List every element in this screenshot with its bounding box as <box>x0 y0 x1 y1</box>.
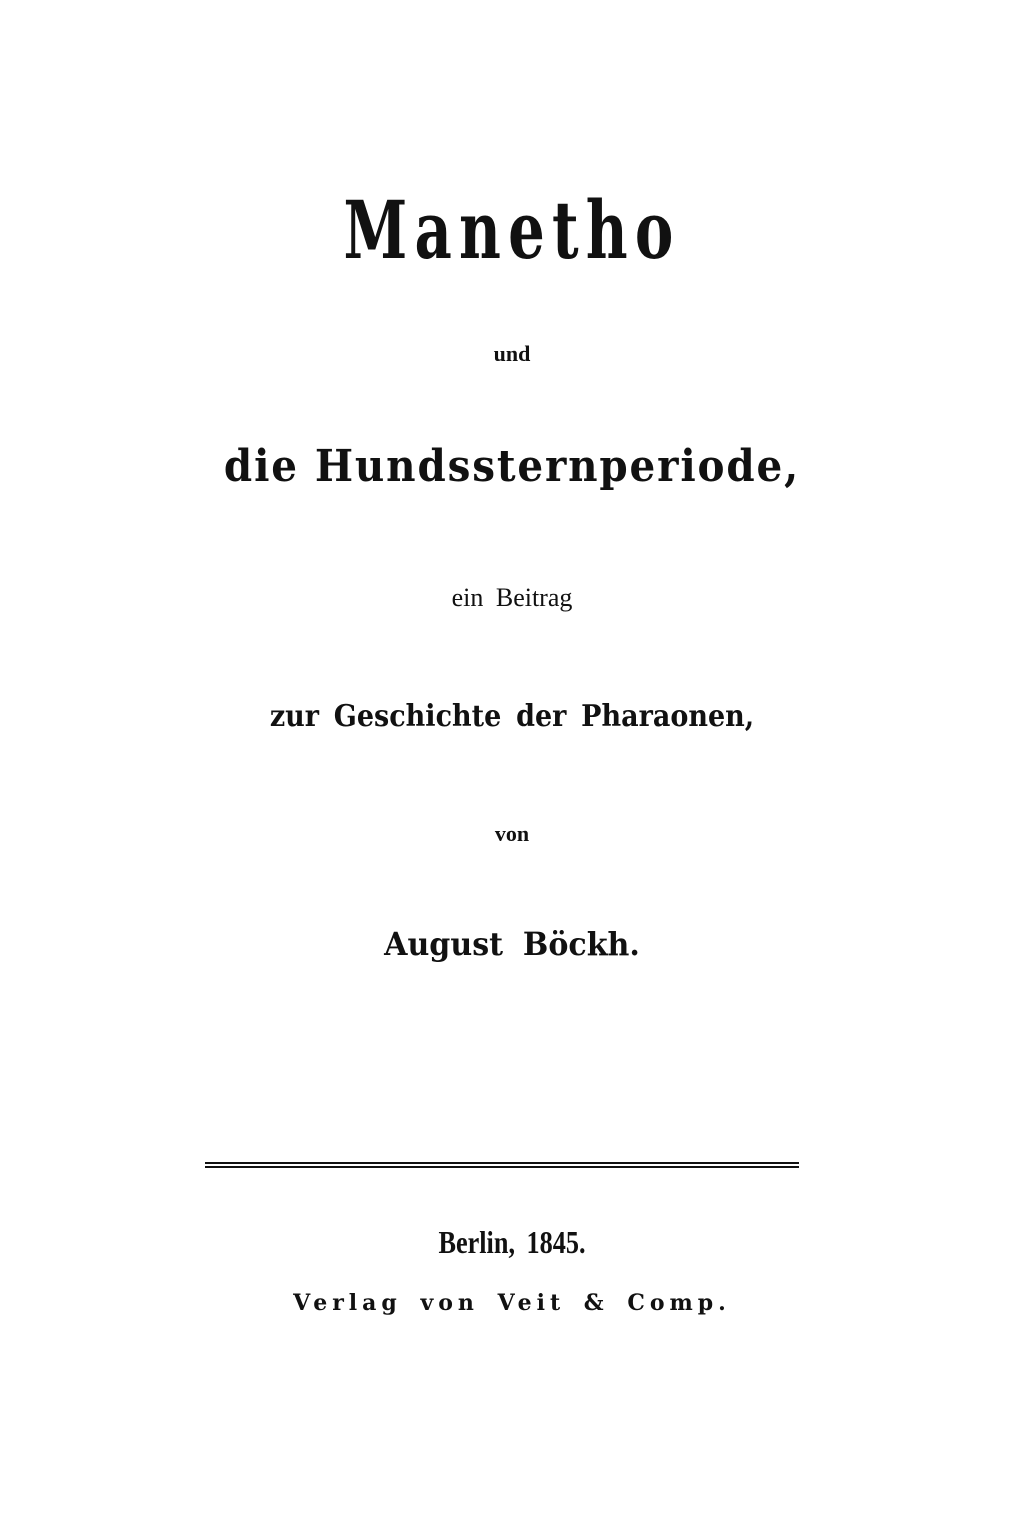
double-rule-divider <box>205 1162 799 1168</box>
topic-text: zur Geschichte der Pharaonen, <box>269 699 755 734</box>
contribution-text: ein Beitrag <box>451 583 573 612</box>
book-subtitle: die Hundssternperiode, <box>223 441 801 492</box>
conjunction-text: und <box>493 341 531 366</box>
rule-line-upper <box>205 1162 799 1164</box>
by-text: von <box>494 821 530 846</box>
imprint-publisher: Verlag von Veit & Comp. <box>293 1290 731 1316</box>
book-title: Manetho <box>343 183 681 277</box>
imprint-place-year: Berlin, 1845. <box>438 1224 586 1260</box>
author-name: August Böckh. <box>384 925 640 963</box>
rule-line-lower <box>205 1166 799 1168</box>
